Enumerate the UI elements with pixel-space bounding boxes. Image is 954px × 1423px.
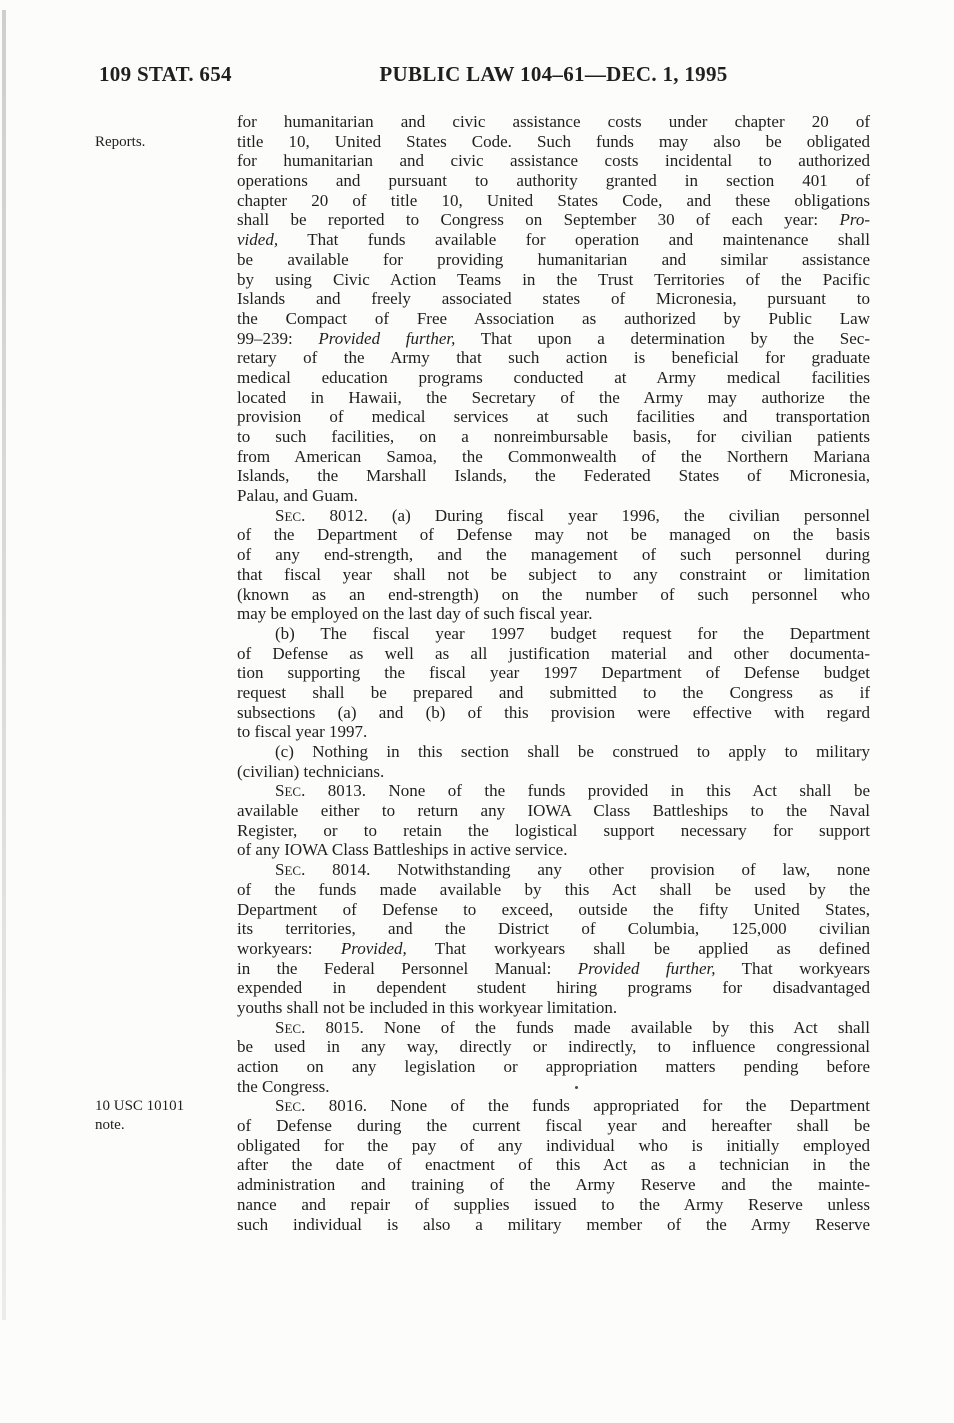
body-line: of any IOWA Class Battleships in active service. — [237, 840, 568, 860]
margin-note: Reports. — [95, 134, 146, 150]
body-line: Department of Defense to exceed, outside the fifty United States, — [237, 899, 870, 919]
body-line: administration and training of the Army Reserve and the mainte- — [237, 1175, 870, 1195]
body-line: (c) Nothing in this section shall be construed to apply to military — [275, 742, 870, 761]
body-line: the Congress. — [237, 1076, 330, 1096]
body-line: located in Hawaii, the Secretary of the Army may authorize the — [237, 387, 870, 407]
body-line: title 10, United States Code. Such funds may also be obligated — [237, 131, 870, 151]
body-line: after the date of enactment of this Act as a technician in the — [237, 1155, 870, 1175]
body-line: SEC. 8014. Notwithstanding any other provision of law, none — [275, 860, 870, 880]
statute-body — [237, 112, 870, 1234]
body-line: shall be reported to Congress on September 30 of each year: Pro- — [237, 210, 870, 230]
body-line: action on any legislation or appropriation matters pending before — [237, 1057, 870, 1076]
body-line: in the Federal Personnel Manual: Provided further, That workyears — [237, 958, 870, 978]
body-line: retary of the Army that such action is beneficial for graduate — [237, 348, 870, 368]
body-line: that fiscal year shall not be subject to any constraint or limitation — [237, 564, 870, 584]
body-line: (known as an end-strength) on the number of such personnel who — [237, 584, 870, 604]
body-line: workyears: Provided, That workyears shall be applied as defined — [237, 938, 871, 958]
body-line: youths shall not be included in this workyear limitation. — [237, 997, 618, 1017]
body-line: to such facilities, on a nonreimbursable basis, for civilian patients — [237, 427, 870, 446]
law-title: PUBLIC LAW 104–61—DEC. 1, 1995 — [379, 62, 728, 86]
body-line: of the funds made available by this Act shall be used by the — [237, 879, 870, 899]
body-line: for humanitarian and civic assistance costs under chapter 20 of — [237, 112, 870, 131]
body-line: obligated for the pay of any individual who is initially employed — [237, 1135, 870, 1155]
body-line: SEC. 8012. (a) During fiscal year 1996, the civilian personnel — [275, 505, 870, 525]
body-line: operations and pursuant to authority granted in section 401 of — [237, 171, 870, 191]
stat-page-number: 109 STAT. 654 — [99, 62, 232, 86]
body-line: (b) The fiscal year 1997 budget request for the Department — [275, 623, 870, 643]
body-line: provision of medical services at such facilities and transportation — [237, 407, 870, 427]
body-line: of the Department of Defense may not be managed on the basis — [237, 525, 870, 545]
body-line: for humanitarian and civic assistance costs incidental to authorized — [237, 151, 870, 171]
body-line: medical education programs conducted at Army medical facilities — [237, 367, 870, 387]
body-line: be used in any way, directly or indirectly, to influence congressional — [237, 1037, 870, 1057]
body-line: of Defense as well as all justification material and other documenta- — [237, 643, 870, 663]
body-line: expended in dependent student hiring programs for disadvantaged — [237, 978, 870, 998]
body-line: Palau, and Guam. — [237, 486, 358, 506]
body-line: SEC. 8015. None of the funds made available by this Act shall — [275, 1017, 870, 1037]
body-line: of any end-strength, and the management of such personnel during — [237, 545, 870, 565]
body-line: SEC. 8016. None of the funds appropriated for the Department — [275, 1096, 870, 1116]
body-line: nance and repair of supplies issued to the Army Reserve unless — [237, 1194, 870, 1214]
body-line: such individual is also a military member of the Army Reserve — [237, 1214, 870, 1234]
margin-note: 10 USC 10101 note. — [95, 1098, 185, 1133]
body-line: to fiscal year 1997. — [237, 722, 368, 742]
body-line: may be employed on the last day of such fiscal year. — [237, 604, 593, 624]
body-line: vided, That funds available for operation and maintenance shall — [237, 230, 870, 250]
body-line: be available for providing humanitarian and similar assistance — [237, 249, 870, 269]
scan-dot-artifact — [575, 1086, 578, 1089]
scan-edge-artifact — [2, 10, 6, 1320]
body-line: by using Civic Action Teams in the Trust Territories of the Pacific — [237, 269, 870, 289]
page-header — [0, 62, 954, 92]
body-line: its territories, and the District of Columbia, 125,000 civilian — [237, 919, 870, 939]
body-line: chapter 20 of title 10, United States Code, and these obligations — [237, 190, 870, 210]
body-line: SEC. 8013. None of the funds provided in this Act shall be — [275, 781, 870, 801]
body-line: from American Samoa, the Commonwealth of the Northern Mariana — [237, 446, 870, 466]
body-line: 99–239: Provided further, That upon a determination by the Sec- — [237, 328, 870, 348]
body-line: Islands and freely associated states of Micronesia, pursuant to — [237, 289, 870, 309]
body-line: the Compact of Free Association as authorized by Public Law — [237, 308, 870, 328]
body-line: available either to return any IOWA Class Battleships to the Naval — [237, 801, 870, 821]
body-line: of Defense during the current fiscal year and hereafter shall be — [237, 1116, 870, 1136]
body-line: (civilian) technicians. — [237, 761, 385, 781]
body-line: Register, or to retain the logistical support necessary for support — [237, 820, 870, 840]
body-line: tion supporting the fiscal year 1997 Department of Defense budget — [237, 663, 870, 683]
body-line: request shall be prepared and submitted to the Congress as if — [237, 682, 870, 702]
body-line: subsections (a) and (b) of this provision were effective with regard — [237, 702, 870, 722]
body-line: Islands, the Marshall Islands, the Federated States of Micronesia, — [237, 466, 870, 486]
